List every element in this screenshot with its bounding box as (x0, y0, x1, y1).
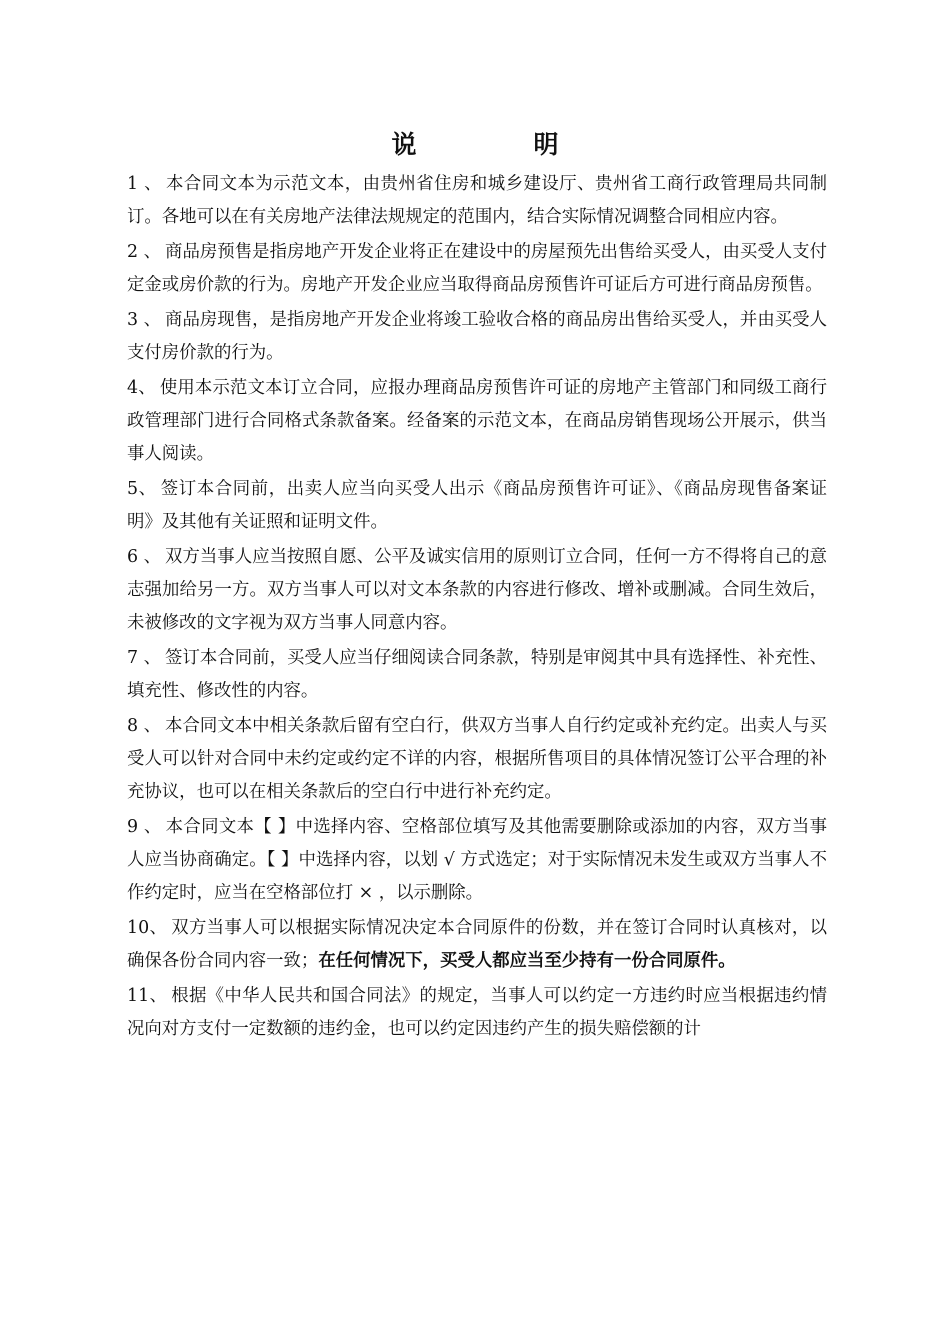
paragraph-number: 6 、 (127, 547, 162, 567)
paragraph-text: 签订本合同前，买受人应当仔细阅读合同条款，特别是审阅其中具有选择性、补充性、填充性、修改性的内容。 (127, 648, 827, 701)
paragraph-number: 7 、 (127, 648, 162, 668)
paragraph-text: 商品房预售是指房地产开发企业将正在建设中的房屋预先出售给买受人，由买受人支付定金或房价款的行为。房地产开发企业应当取得商品房预售许可证后方可进行商品房预售。 (127, 242, 827, 295)
paragraph-number: 5、 (127, 479, 157, 499)
paragraph-2 (127, 236, 827, 302)
page-title: 说 明 (391, 130, 605, 159)
paragraph-number: 9 、 (127, 817, 162, 837)
paragraph-10 (127, 912, 827, 978)
paragraph-5 (127, 473, 827, 539)
paragraph-text: 双方当事人应当按照自愿、公平及诚实信用的原则订立合同，任何一方不得将自己的意志强加给另一方。双方当事人可以对文本条款的内容进行修改、增补或删减。合同生效后，未被修改的文字视为双方当事人同意内容。 (127, 547, 827, 633)
paragraph-number: 1 、 (127, 174, 162, 194)
paragraph-number: 10、 (127, 918, 168, 938)
paragraph-1 (127, 168, 827, 234)
paragraph-8 (127, 710, 827, 809)
paragraph-11 (127, 980, 827, 1046)
paragraph-3 (127, 304, 827, 370)
paragraph-4 (127, 372, 827, 471)
paragraph-text: 根据《中华人民共和国合同法》的规定，当事人可以约定一方违约时应当根据违约情况向对方支付一定数额的违约金，也可以约定因违约产生的损失赔偿额的计 (127, 986, 827, 1039)
paragraph-text: 使用本示范文本订立合同，应报办理商品房预售许可证的房地产主管部门和同级工商行政管理部门进行合同格式条款备案。经备案的示范文本，在商品房销售现场公开展示，供当事人阅读。 (127, 378, 827, 464)
paragraph-number: 8 、 (127, 716, 162, 736)
paragraph-number: 2 、 (127, 242, 162, 262)
paragraph-9 (127, 811, 827, 910)
paragraph-text: 本合同文本【 】中选择内容、空格部位填写及其他需要删除或添加的内容，双方当事人应当协商确定。【 】中选择内容，以划 √ 方式选定；对于实际情况未发生或双方当事人不作约定时，应当在空格部位打 × ，以示删除。 (127, 817, 827, 903)
paragraph-text: 本合同文本中相关条款后留有空白行，供双方当事人自行约定或补充约定。出卖人与买受人可以针对合同中未约定或约定不详的内容，根据所售项目的具体情况签订公平合理的补充协议，也可以在相关条款后的空白行中进行补充约定。 (127, 716, 827, 802)
paragraph-text: 本合同文本为示范文本，由贵州省住房和城乡建设厅、贵州省工商行政管理局共同制订。各地可以在有关房地产法律法规规定的范围内，结合实际情况调整合同相应内容。 (127, 174, 827, 227)
paragraph-number: 4、 (127, 378, 156, 398)
paragraph-bold-text: 在任何情况下，买受人都应当至少持有一份合同原件。 (318, 951, 736, 971)
paragraph-6 (127, 541, 827, 640)
paragraph-number: 3 、 (127, 310, 162, 330)
paragraph-7 (127, 642, 827, 708)
paragraph-number: 11、 (127, 986, 168, 1006)
instructions-body (127, 168, 827, 1048)
paragraph-text: 双方当事人可以根据实际情况决定本合同原件的份数，并在签订合同时认真核对，以确保各份合同内容一致； (127, 918, 827, 971)
paragraph-text: 签订本合同前，出卖人应当向买受人出示《商品房预售许可证》、《商品房现售备案证明》及其他有关证照和证明文件。 (127, 479, 827, 532)
paragraph-text: 商品房现售，是指房地产开发企业将竣工验收合格的商品房出售给买受人，并由买受人支付房价款的行为。 (127, 310, 827, 363)
